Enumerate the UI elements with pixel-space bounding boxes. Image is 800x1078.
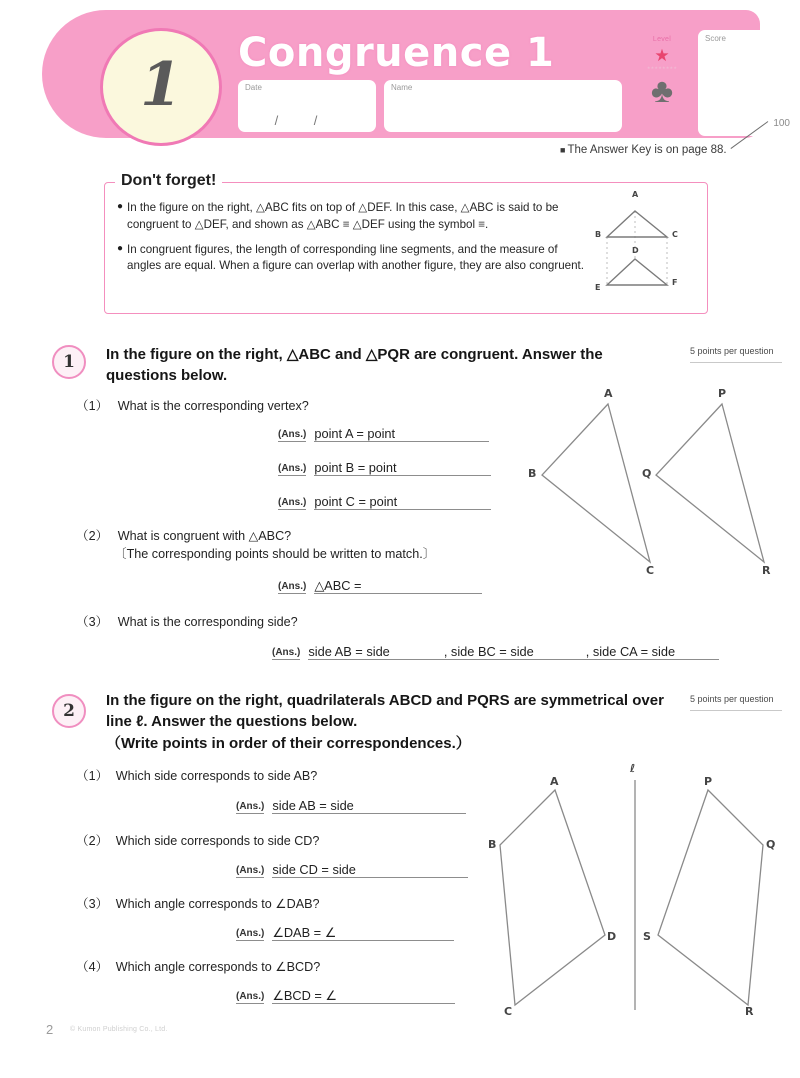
header-banner xyxy=(42,10,790,138)
ans-tag: (Ans.) xyxy=(236,865,265,876)
vertex-label-r: R xyxy=(745,1005,754,1018)
vertex-label-c: C xyxy=(672,230,678,239)
part-label: （2） xyxy=(76,834,109,848)
star-icon: ★ xyxy=(654,46,670,65)
ans-text: side AB = side xyxy=(308,644,390,659)
vertex-label-a: A xyxy=(550,775,559,788)
unit-number-badge xyxy=(100,28,222,146)
part-label: （1） xyxy=(76,769,109,783)
answer-key-text: The Answer Key is on page 88. xyxy=(567,144,727,156)
question-1-answer-row[interactable] xyxy=(278,494,491,510)
bullet-icon: ● xyxy=(117,242,124,254)
question-1-points-rule xyxy=(690,362,782,363)
question-1-part-1 xyxy=(76,398,309,416)
vertex-label-b: B xyxy=(488,838,497,851)
question-2-answer-row[interactable] xyxy=(236,925,454,941)
answer-blank[interactable] xyxy=(354,799,466,814)
question-2-answer-row[interactable] xyxy=(236,988,455,1004)
question-1-part-3 xyxy=(76,614,298,632)
question-2-number-label: 2 xyxy=(63,701,75,721)
vertex-label-s: S xyxy=(643,930,651,943)
ans-tag: (Ans.) xyxy=(236,991,265,1002)
dont-forget-item-text: In the figure on the right, △ABC fits on top of △DEF. In this case, △ABC is said to be congruent to △DEF, and shown as △ABC ≡ △DEF using the symbol ≡. xyxy=(127,201,559,231)
level-label: Level xyxy=(652,36,672,43)
question-2-figure xyxy=(490,760,790,1025)
score-label: Score xyxy=(705,34,726,43)
question-2-answer-row[interactable] xyxy=(236,798,466,814)
question-2-part-3 xyxy=(76,896,320,914)
ans-tag: (Ans.) xyxy=(236,801,265,812)
question-1-answer-row[interactable] xyxy=(278,460,491,476)
vertex-label-f: F xyxy=(672,278,678,287)
question-1-part-2-note: 〔The corresponding points should be written to match.〕 xyxy=(114,547,436,561)
ans-tag: (Ans.) xyxy=(278,581,307,592)
answer-blank[interactable] xyxy=(356,863,468,878)
dont-forget-figure xyxy=(593,189,701,310)
question-2-points-rule xyxy=(690,710,782,711)
vertex-label-q: Q xyxy=(766,838,776,851)
copyright-line: © Kumon Publishing Co., Ltd. xyxy=(70,1026,168,1033)
dont-forget-body xyxy=(117,200,587,283)
bullet-square-icon: ■ xyxy=(560,145,566,155)
part-text: What is congruent with △ABC? xyxy=(117,529,292,543)
dont-forget-item xyxy=(117,242,587,276)
level-indicator xyxy=(634,28,690,138)
question-1-heading: In the figure on the right, △ABC and △PQR are congruent. Answer the questions below. xyxy=(106,346,603,385)
question-2-heading: In the figure on the right, quadrilaterals ABCD and PQRS are symmetrical over line ℓ. Answer the questions below. xyxy=(106,692,664,731)
answer-blank[interactable] xyxy=(397,461,491,476)
vertex-label-d: D xyxy=(632,246,639,255)
part-text: What is the corresponding vertex? xyxy=(117,399,309,413)
score-box[interactable] xyxy=(698,30,798,136)
answer-blank[interactable] xyxy=(397,495,491,510)
dont-forget-item-text: In congruent figures, the length of corresponding line segments, and the measure of angles are equal. When a figure can overlap with another figure, they are also congruent. xyxy=(127,242,584,273)
dont-forget-item xyxy=(117,200,587,234)
vertex-label-d: D xyxy=(607,930,617,943)
ans-text: , side CA = side xyxy=(585,644,676,659)
question-1-points: 5 points per question xyxy=(690,346,774,356)
score-divider-icon xyxy=(730,121,768,149)
answer-blank[interactable] xyxy=(534,645,586,660)
vertex-label-a: A xyxy=(604,387,613,400)
line-label-ell: ℓ xyxy=(630,762,636,775)
vertex-label-p: P xyxy=(704,775,713,788)
answer-blank[interactable] xyxy=(390,645,444,660)
question-1-answer-row[interactable] xyxy=(278,426,489,442)
dont-forget-box xyxy=(104,172,708,314)
question-1-answer-row[interactable] xyxy=(272,644,719,660)
dont-forget-title: Don't forget! xyxy=(115,172,222,190)
question-1-answer-row[interactable] xyxy=(278,578,482,594)
question-2-answer-row[interactable] xyxy=(236,862,468,878)
vertex-label-r: R xyxy=(762,564,771,577)
answer-blank[interactable] xyxy=(675,645,719,660)
question-2-part-4 xyxy=(76,959,320,977)
ans-tag: (Ans.) xyxy=(278,429,307,440)
ans-text: point A = point xyxy=(314,426,396,441)
ans-text: △ABC = xyxy=(314,578,362,593)
ans-text: point B = point xyxy=(314,460,397,475)
question-2-number xyxy=(52,694,86,728)
date-field[interactable] xyxy=(238,80,376,132)
ans-text: side AB = side xyxy=(272,798,354,813)
page-title: Congruence 1 xyxy=(238,30,555,76)
question-1-number-label: 1 xyxy=(63,352,75,372)
answer-blank[interactable] xyxy=(336,926,454,941)
ans-text: point C = point xyxy=(314,494,398,509)
question-1-figure xyxy=(510,385,790,590)
answer-blank[interactable] xyxy=(337,989,455,1004)
ans-text: side CD = side xyxy=(272,862,356,877)
question-2-points: 5 points per question xyxy=(690,694,774,704)
vertex-label-c: C xyxy=(504,1005,513,1018)
part-text: Which angle corresponds to ∠DAB? xyxy=(115,897,320,911)
bullet-icon: ● xyxy=(117,201,124,212)
page-number: 2 xyxy=(46,1022,54,1037)
name-label: Name xyxy=(391,83,413,92)
part-label: （3） xyxy=(76,897,109,911)
ans-tag: (Ans.) xyxy=(272,647,301,658)
answer-key-note xyxy=(560,144,727,156)
score-total: 100 xyxy=(773,118,790,129)
vertex-label-b: B xyxy=(528,467,537,480)
vertex-label-p: P xyxy=(718,387,727,400)
question-2-heading-2: （Write points in order of their correspondences.） xyxy=(106,735,471,752)
vertex-label-e: E xyxy=(595,283,601,292)
part-label: （1） xyxy=(76,399,109,413)
question-1-number xyxy=(52,345,86,379)
part-text: Which side corresponds to side AB? xyxy=(115,769,318,783)
part-text: What is the corresponding side? xyxy=(117,615,298,629)
question-1-part-2 xyxy=(76,528,291,546)
vertex-label-q: Q xyxy=(642,467,652,480)
ans-text: ∠BCD = ∠ xyxy=(272,988,337,1003)
clover-icon: ♣ xyxy=(650,72,674,110)
level-stars-sub: ★★★★★★★★ xyxy=(646,65,678,70)
answer-blank[interactable] xyxy=(362,579,482,594)
date-slashes: / / xyxy=(274,113,334,128)
vertex-label-a: A xyxy=(632,190,639,199)
question-2-part-1 xyxy=(76,768,317,786)
ans-tag: (Ans.) xyxy=(236,928,265,939)
date-label: Date xyxy=(245,83,262,92)
answer-blank[interactable] xyxy=(395,427,489,442)
part-label: （3） xyxy=(76,615,109,629)
ans-tag: (Ans.) xyxy=(278,497,307,508)
vertex-label-c: C xyxy=(646,564,655,577)
part-text: Which side corresponds to side CD? xyxy=(115,834,320,848)
ans-text: , side BC = side xyxy=(443,644,534,659)
part-text: Which angle corresponds to ∠BCD? xyxy=(115,960,321,974)
part-label: （4） xyxy=(76,960,109,974)
unit-number: 1 xyxy=(140,50,182,120)
ans-tag: (Ans.) xyxy=(278,463,307,474)
question-2-part-2 xyxy=(76,833,319,851)
part-label: （2） xyxy=(76,529,109,543)
vertex-label-b: B xyxy=(595,230,602,239)
name-field[interactable] xyxy=(384,80,622,132)
ans-text: ∠DAB = ∠ xyxy=(272,925,337,940)
